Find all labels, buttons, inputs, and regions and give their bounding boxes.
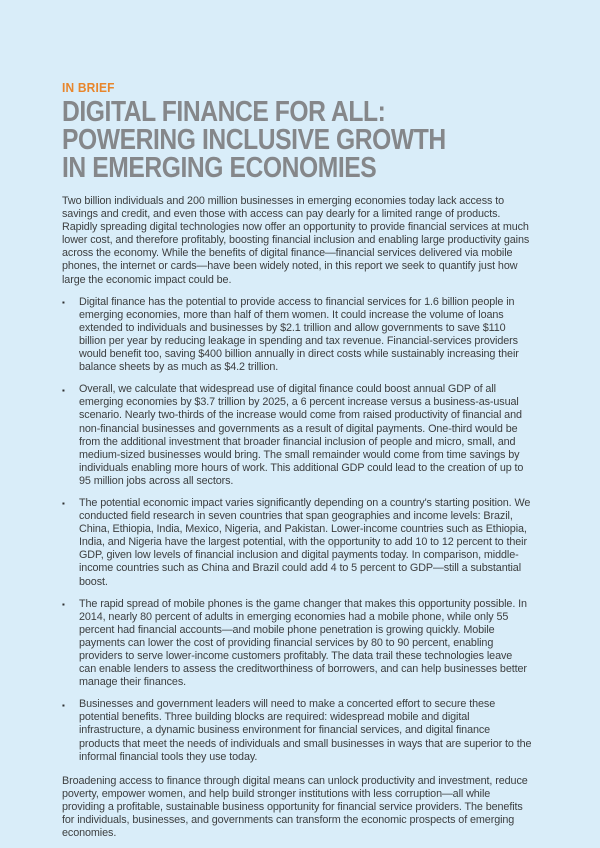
kicker-label: IN BRIEF: [62, 80, 115, 95]
page-title-line-1: DIGITAL FINANCE FOR ALL:: [62, 96, 386, 128]
bullet-text-mobile: The rapid spread of mobile phones is the game changer that makes this opportunity possible. In 2014, nearly 80 percent of adults in emerging economies had a mobile phone, while only 55 percent had financial accounts—and mobile phone penetration is growing quickly. Mobile payments can lower the cost of providing financial services by 80 to 90 percent, enabling providers to serve lower-income customers profitably. The data trail these technologies leave can enable lenders to assess the creditworthiness of borrowers, and can help businesses better manage their finances.: [79, 597, 527, 689]
bullet-text-countries: The potential economic impact varies significantly depending on a country's starting position. We conducted field research in seven countries that span geographies and income levels: Brazil, China, Ethiopia, India, Mexico, Nigeria, and Pakistan. Lower-income countries such as Ethiopia, India, and Nigeria have the largest potential, with the opportunity to add 10 to 12 percent to their GDP, given low levels of financial inclusion and digital payments today. In comparison, middle-income countries such as China and Brazil could add 4 to 5 percent to GDP—still a substantial boost.: [79, 496, 531, 588]
list-item: [62, 598, 532, 690]
list-item: [62, 497, 532, 589]
page-title: [62, 98, 533, 182]
bullet-square-icon: ▪: [62, 600, 65, 610]
bullet-square-icon: ▪: [62, 385, 65, 395]
bullet-square-icon: ▪: [62, 298, 65, 308]
closing-paragraph: Broadening access to finance through digital means can unlock productivity and investment, reduce poverty, empower women, and help build stronger institutions with less corruption—all while providing a profitable, sustainable business opportunity for financial service providers. The benefits for individuals, businesses, and governments can transform the economic prospects of emerging economies.: [62, 774, 528, 840]
page-title-line-3: IN EMERGING ECONOMIES: [62, 152, 377, 184]
key-findings-list: [62, 296, 532, 764]
page-title-line-2: POWERING INCLUSIVE GROWTH: [62, 124, 446, 156]
bullet-square-icon: ▪: [62, 700, 65, 710]
bullet-text-gdp: Overall, we calculate that widespread use of digital finance could boost annual GDP of all emerging economies by $3.7 trillion by 2025, a 6 percent increase versus a business-as-usual scenario. Nearly two-thirds of the increase would come from raised productivity of financial and non-financial businesses and governments as a result of digital payments. One-third would be from the additional investment that broader financial inclusion of people and micro, small, and medium-sized businesses would bring. The small remainder would come from time savings by individuals enabling more hours of work. This additional GDP could lead to the creation of up to 95 million jobs across all sectors.: [79, 383, 524, 487]
bullet-square-icon: ▪: [62, 499, 65, 509]
bullet-text-access: Digital finance has the potential to provide access to financial services for 1.6 billion people in emerging economies, more than half of them women. It could increase the volume of loans extended to individuals and businesses by $2.1 trillion and allow governments to save $110 billion per year by reducing leakage in spending and tax revenue. Financial-services providers would benefit too, saving $400 billion annually in direct costs while sustainably increasing their balance sheets by as much as $4.2 trillion.: [79, 295, 519, 374]
list-item: [62, 296, 532, 375]
list-item: [62, 383, 532, 488]
bullet-text-leaders: Businesses and government leaders will need to make a concerted effort to secure these potential benefits. Three building blocks are required: widespread mobile and digital infrastructure, a dynamic business environment for financial services, and digital finance products that meet the needs of individuals and small businesses in ways that are superior to the informal financial tools they use today.: [79, 698, 532, 763]
report-content: [62, 80, 532, 840]
list-item: [62, 698, 532, 763]
intro-paragraph: Two billion individuals and 200 million businesses in emerging economies today lack access to savings and credit, and even those with access can pay dearly for a limited range of products. Rapidly spreading digital technologies now offer an opportunity to provide financial services at much lower cost, and therefore profitably, boosting financial inclusion and enabling large productivity gains across the economy. While the benefits of digital finance—financial services delivered via mobile phones, the internet or cards—have been widely noted, in this report we seek to quantify just how large the economic impact could be.: [62, 195, 530, 286]
